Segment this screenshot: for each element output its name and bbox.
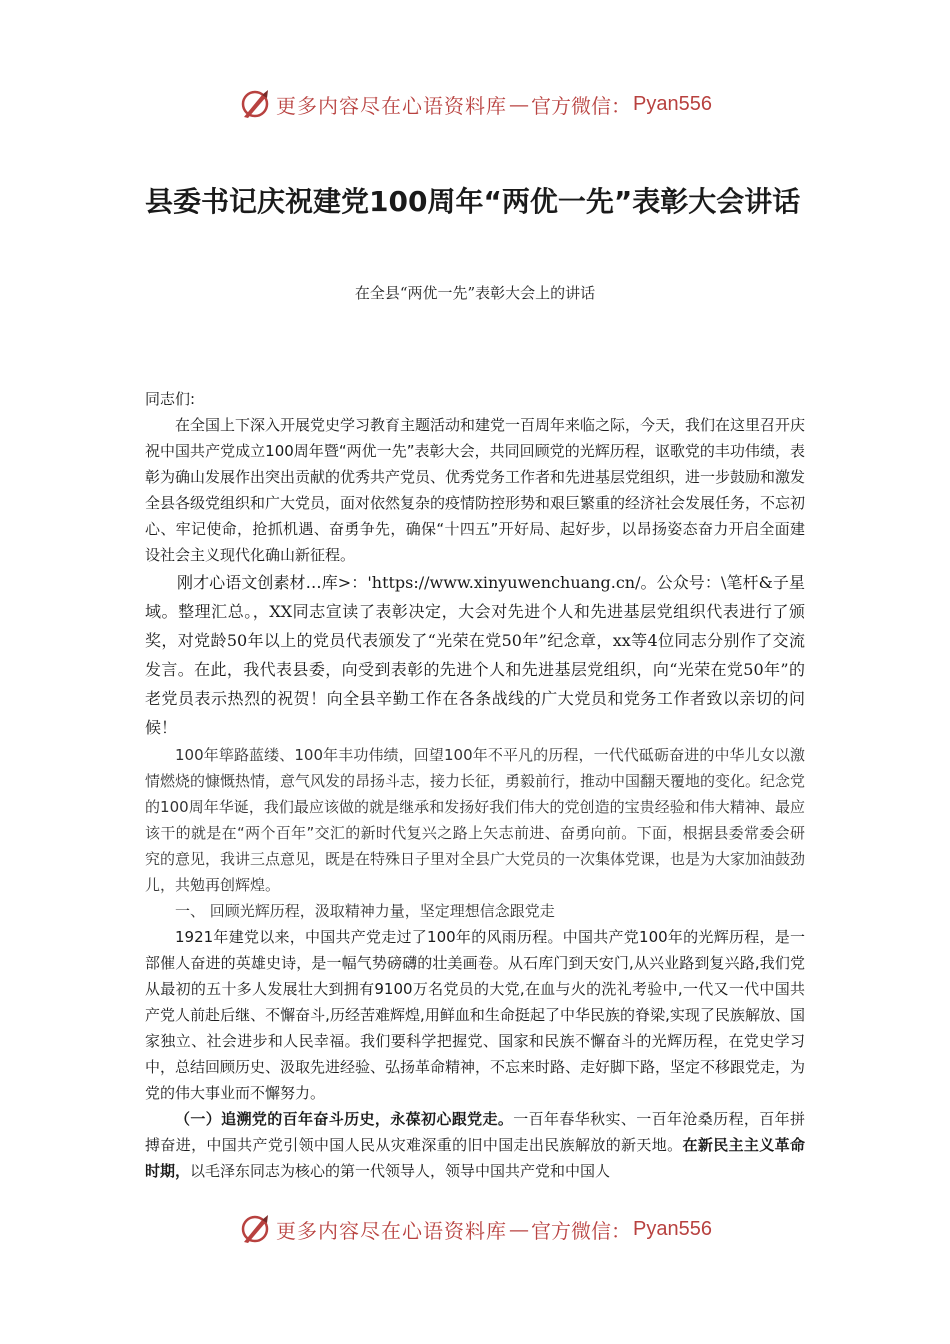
- salutation: 同志们:: [145, 390, 196, 408]
- document-body: [145, 386, 805, 1184]
- banner-wechat-id: Pyan556: [633, 1217, 712, 1240]
- document-subtitle: 在全县“两优一先”表彰大会上的讲话: [354, 284, 596, 302]
- paragraph-5-lead: （一）追溯党的百年奋斗历史，永葆初心跟党走。: [175, 1110, 514, 1128]
- banner-wechat-label: 官方微信：: [531, 93, 632, 118]
- paragraph-1: 在全国上下深入开展党史学习教育主题活动和建党一百周年来临之际，今天，我们在这里召开庆祝中国共产党成立100周年暨“两优一先”表彰大会，共同回顾党的光辉历程，讴歌党的丰功伟绩，表彰为确山发展作出突出贡献的优秀共产党员、优秀党务工作者和先进基层党组织，进一步鼓励和激发全县各级党组织和广大党员，面对依然复杂的疫情防控形势和艰巨繁重的经济社会发展任务，不忘初心、牢记使命，抢抓机遇、奋勇争先，确保“十四五”开好局、起好步，以昂扬姿态奋力开启全面建设社会主义现代化确山新征程。: [145, 416, 806, 564]
- header-banner: [0, 84, 950, 124]
- banner-separator: —: [509, 1217, 530, 1241]
- banner-wechat-id: Pyan556: [633, 92, 712, 115]
- paragraph-5-text: 一百年春华秋实、一百年沧桑历程，百年拼搏奋进，中国共产党引领中国人民从灾难深重的旧中国走出民族解放的新天地。: [145, 1110, 805, 1154]
- quill-logo-icon: [238, 87, 272, 121]
- paragraph-3: 100年筚路蓝缕、100年丰功伟绩，回望100年不平凡的历程，一代代砥砺奋进的中华儿女以激情燃烧的慷慨热情，意气风发的昂扬斗志，接力长征，勇毅前行，推动中国翻天覆地的变化。纪念党的100周年华诞，我们最应该做的就是继承和发扬好我们伟大的党创造的宝贵经验和伟大精神、最应该干的就是在“两个百年”交汇的新时代复兴之路上矢志前进、奋勇向前。下面，根据县委常委会研究的意见，我讲三点意见，既是在特殊日子里对全县广大党员的一次集体党课，也是为大家加油鼓劲儿，共勉再创辉煌。: [145, 746, 806, 894]
- section-heading-1: 一、 回顾光辉历程，汲取精神力量，坚定理想信念跟党走: [175, 902, 555, 920]
- document-title: 县委书记庆祝建党100周年“两优一先”表彰大会讲话: [145, 185, 801, 218]
- paragraph-5: [145, 1106, 805, 1184]
- paragraph-5-text-2: 以毛泽东同志为核心的第一代领导人，领导中国共产党和中国人: [190, 1162, 611, 1180]
- paragraph-4: 1921年建党以来，中国共产党走过了100年的风雨历程。中国共产党100年的光辉历程，是一部催人奋进的英雄史诗，是一幅气势磅礴的壮美画卷。从石库门到天安门,从兴业路到复兴路,我们党从最初的五十多人发展壮大到拥有9100万名党员的大党,在血与火的洗礼考验中,一代又一代中国共产党人前赴后继、不懈奋斗,历经苦难辉煌,用鲜血和生命挺起了中华民族的脊梁,实现了民族解放、国家独立、社会进步和人民幸福。我们要科学把握党、国家和民族不懈奋斗的光辉历程，在党史学习中，总结回顾历史、汲取先进经验、弘扬革命精神，不忘来时路、走好脚下路，坚定不移跟党走，为党的伟大事业而不懈努力。: [145, 928, 806, 1102]
- paragraph-2: 刚才心语文创素材…库>：'https://www.xinyuwenchuang.cn/。公众号：\笔杆&子星域。整理汇总。，XX同志宣读了表彰决定，大会对先进个人和先进基层党组织代表进行了颁奖，对党龄50年以上的党员代表颁发了“光荣在党50年”纪念章，xx等4位同志分别作了交流发言。在此，我代表县委，向受到表彰的先进个人和先进基层党组织，向“光荣在党50年”的老党员表示热烈的祝贺！向全县辛勤工作在各条战线的广大党员和党务工作者致以亲切的问候！: [145, 573, 805, 737]
- banner-text: 更多内容尽在心语资料库: [276, 1218, 508, 1243]
- footer-banner: [0, 1209, 950, 1249]
- quill-logo-icon: [238, 1212, 272, 1246]
- banner-text: 更多内容尽在心语资料库: [276, 93, 508, 118]
- banner-separator: —: [509, 92, 530, 116]
- banner-wechat-label: 官方微信：: [531, 1218, 632, 1243]
- paragraph-5-lead-2: 在新民主主义革命时期，: [145, 1136, 805, 1180]
